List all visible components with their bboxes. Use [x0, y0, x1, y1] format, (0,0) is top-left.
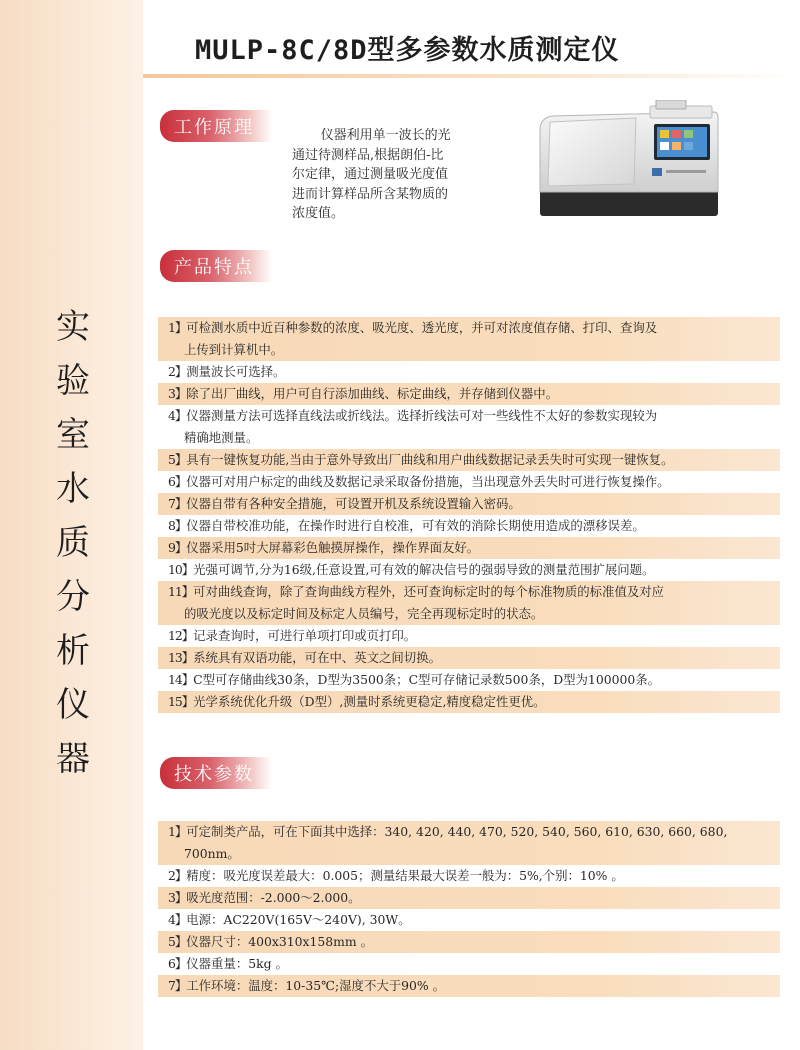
- list-item-line: [168, 471, 780, 493]
- features-list: [158, 317, 780, 713]
- list-item-text: 仪器重量：5kg 。: [186, 956, 288, 971]
- list-item-line: [168, 931, 780, 953]
- list-item-line: 的吸光度以及标定时间及标定人员编号，完全再现标定时的状态。: [184, 606, 544, 621]
- list-item-line: [168, 953, 780, 975]
- list-item-line: [168, 975, 780, 997]
- principle-heading: [160, 110, 272, 142]
- side-title-char: 验: [56, 361, 90, 401]
- list-item-number: 8】: [168, 518, 187, 533]
- list-item-number: 15】: [168, 694, 194, 709]
- list-item-number: 1】: [168, 320, 187, 335]
- list-item-number: 3】: [168, 890, 187, 905]
- list-item-number: 4】: [168, 912, 187, 927]
- vertical-side-title: [48, 300, 98, 786]
- list-item-number: 5】: [168, 452, 187, 467]
- list-item-text: 精度：吸光度误差最大：0.005；测量结果最大误差一般为：5%,个别：10% 。: [186, 868, 624, 883]
- side-title-char: 分: [56, 577, 90, 617]
- list-item-line: [168, 449, 780, 471]
- list-item-text: 电源：AC220V(165V～240V), 30W。: [186, 912, 411, 927]
- list-item: [158, 581, 780, 625]
- list-item-line: [168, 405, 780, 427]
- side-title-char: 器: [56, 739, 90, 779]
- list-item-number: 11】: [168, 584, 194, 599]
- specs-heading-text: 技术参数: [174, 764, 254, 785]
- list-item: [158, 931, 780, 953]
- list-item: [158, 887, 780, 909]
- list-item: [158, 471, 780, 493]
- list-item-line: [168, 559, 780, 581]
- list-item-line: [168, 361, 780, 383]
- list-item-text: 仪器自带校准功能，在操作时进行自校准，可有效的消除长期使用造成的漂移误差。: [186, 518, 645, 533]
- list-item-line: [168, 865, 780, 887]
- list-item-number: 6】: [168, 956, 187, 971]
- list-item-text: 仪器测量方法可选择直线法或折线法。选择折线法可对一些线性不太好的参数实现较为: [186, 408, 658, 423]
- list-item-text: 工作环境：温度：10-35℃;湿度不大于90% 。: [186, 978, 445, 993]
- principle-line: 浓度值。: [292, 206, 345, 222]
- list-item-text: 具有一键恢复功能,当由于意外导致出厂曲线和用户曲线数据记录丢失时可实现一键恢复。: [186, 452, 674, 467]
- list-item-number: 2】: [168, 868, 187, 883]
- side-title-char: 实: [56, 307, 90, 347]
- side-title-char: 室: [56, 415, 90, 455]
- list-item: [158, 865, 780, 887]
- page-title: MULP-8C/8D型多参数水质测定仪: [195, 35, 620, 66]
- list-item-line: [168, 821, 780, 843]
- list-item-text: 记录查询时，可进行单项打印或页打印。: [193, 628, 417, 643]
- list-item-line: [168, 669, 780, 691]
- list-item-number: 10】: [168, 562, 194, 577]
- list-item: [158, 493, 780, 515]
- list-item: [158, 953, 780, 975]
- list-item: [158, 405, 780, 449]
- list-item: [158, 537, 780, 559]
- list-item-number: 7】: [168, 978, 187, 993]
- list-item-line: [168, 493, 780, 515]
- list-item-number: 1】: [168, 824, 187, 839]
- list-item: [158, 361, 780, 383]
- list-item: [158, 909, 780, 931]
- side-title-char: 质: [56, 523, 90, 563]
- list-item-text: 可定制类产品，可在下面其中选择：340, 420, 440, 470, 520, 540, 560, 610, 630, 660, 680,: [186, 824, 728, 839]
- list-item-number: 12】: [168, 628, 194, 643]
- list-item: [158, 691, 780, 713]
- side-title-char: 析: [56, 631, 90, 671]
- list-item-line: [168, 887, 780, 909]
- list-item-number: 3】: [168, 386, 187, 401]
- list-item-text: 仪器可对用户标定的曲线及数据记录采取备份措施，当出现意外丢失时可进行恢复操作。: [186, 474, 670, 489]
- list-item: [158, 559, 780, 581]
- list-item-line: 700nm。: [184, 846, 240, 861]
- principle-heading-text: 工作原理: [174, 117, 254, 138]
- list-item-line: [168, 625, 780, 647]
- list-item-text: 仪器自带有各种安全措施，可设置开机及系统设置输入密码。: [186, 496, 521, 511]
- list-item-number: 9】: [168, 540, 187, 555]
- list-item-line: [168, 691, 780, 713]
- water-quality-analyzer-illustration: [538, 100, 720, 218]
- specs-list: [158, 821, 780, 997]
- list-item: [158, 383, 780, 405]
- title-underline: [143, 74, 800, 78]
- principle-line: 仪器利用单一波长的光: [320, 128, 451, 143]
- list-item-text: 光强可调节,分为16级,任意设置,可有效的解决信号的强弱导致的测量范围扩展问题。: [193, 562, 655, 577]
- list-item-line: [168, 383, 780, 405]
- list-item: [158, 317, 780, 361]
- list-item-line: 精确地测量。: [184, 430, 259, 445]
- list-item-number: 4】: [168, 408, 187, 423]
- list-item-text: 测量波长可选择。: [186, 364, 286, 379]
- list-item-number: 13】: [168, 650, 194, 665]
- list-item-number: 2】: [168, 364, 187, 379]
- list-item-text: 光学系统优化升级（D型）,测量时系统更稳定,精度稳定性更优。: [193, 694, 546, 709]
- list-item-line: [168, 515, 780, 537]
- principle-line: 尔定律，通过测量吸光度值: [292, 167, 449, 183]
- features-heading-text: 产品特点: [174, 257, 254, 278]
- list-item-text: C型可存储曲线30条，D型为3500条；C型可存储记录数500条，D型为100000条。: [193, 672, 661, 687]
- specs-heading: [160, 757, 272, 789]
- list-item: [158, 515, 780, 537]
- list-item: [158, 625, 780, 647]
- list-item-line: 上传到计算机中。: [184, 342, 284, 357]
- principle-line: 进而计算样品所含某物质的: [292, 186, 449, 202]
- list-item-line: [168, 537, 780, 559]
- list-item-line: [168, 909, 780, 931]
- principle-line: 通过待测样品,根据朗伯-比: [292, 147, 444, 163]
- left-decorative-bar: [0, 0, 143, 1050]
- list-item-number: 14】: [168, 672, 194, 687]
- side-title-char: 水: [56, 469, 90, 509]
- principle-text: [292, 126, 498, 224]
- list-item-line: [168, 647, 780, 669]
- list-item: [158, 449, 780, 471]
- list-item: [158, 669, 780, 691]
- list-item-text: 可检测水质中近百种参数的浓度、吸光度、透光度，并可对浓度值存储、打印、查询及: [186, 320, 658, 335]
- side-title-char: 仪: [56, 685, 90, 725]
- list-item: [158, 975, 780, 997]
- list-item-text: 系统具有双语功能，可在中、英文之间切换。: [193, 650, 441, 665]
- list-item-line: [168, 317, 780, 339]
- list-item-text: 仪器采用5吋大屏幕彩色触摸屏操作，操作界面友好。: [186, 540, 480, 555]
- list-item-number: 6】: [168, 474, 187, 489]
- list-item-text: 仪器尺寸：400x310x158mm 。: [186, 934, 373, 949]
- list-item-text: 可对曲线查询，除了查询曲线方程外，还可查询标定时的每个标准物质的标准值及对应: [193, 584, 665, 599]
- features-heading: [160, 250, 272, 282]
- list-item-text: 吸光度范围：-2.000～2.000。: [186, 890, 361, 905]
- list-item: [158, 647, 780, 669]
- list-item-line: [168, 581, 780, 603]
- list-item-number: 7】: [168, 496, 187, 511]
- list-item-text: 除了出厂曲线，用户可自行添加曲线、标定曲线，并存储到仪器中。: [186, 386, 558, 401]
- list-item-number: 5】: [168, 934, 187, 949]
- list-item: [158, 821, 780, 865]
